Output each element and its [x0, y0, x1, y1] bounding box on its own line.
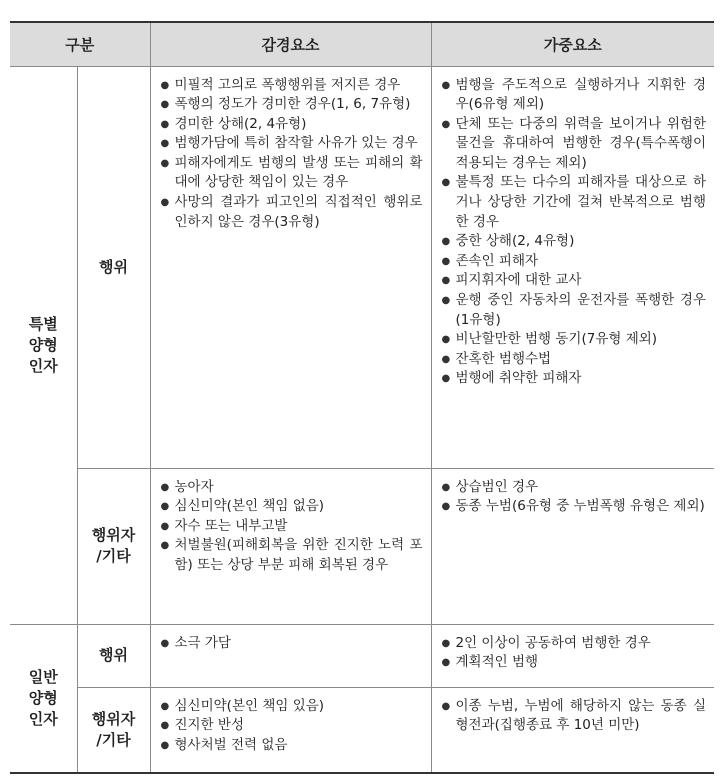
general-factor-label [10, 624, 77, 773]
bullet-item: ● 불특정 또는 다수의 피해자를 대상으로 하거나 상당한 기간에 걸쳐 반복적으로 범행한 경우 [442, 173, 707, 232]
special-actor-label-line: 행위자 [91, 526, 136, 544]
header-mitigating: 감경요소 [150, 22, 431, 66]
aggravating-list [442, 697, 707, 736]
bullet-item: ● 중한 상해(2, 4유형) [442, 232, 707, 252]
special-actor-label-line: /기타 [96, 547, 131, 565]
bullet-item: ● 동종 누범(6유형 중 누범폭행 유형은 제외) [442, 497, 707, 517]
bullet-item: ● 범행에 취약한 피해자 [442, 369, 707, 389]
bullet-item: ● 계획적인 범행 [442, 653, 707, 673]
special-act-mitigating [150, 66, 431, 468]
bullet-item: ● 존속인 피해자 [442, 252, 707, 272]
special-act-aggravating [431, 66, 714, 468]
special-act-label: 행위 [77, 66, 150, 468]
special-label-line: 인자 [28, 356, 58, 375]
header-aggravating: 가중요소 [431, 22, 714, 66]
special-label-line: 특별 [28, 314, 58, 333]
bullet-item: ● 잔혹한 범행수법 [442, 350, 707, 370]
mitigating-list [161, 697, 423, 756]
mitigating-list [161, 76, 423, 233]
general-act-label: 행위 [77, 624, 150, 687]
mitigating-list [161, 634, 423, 654]
bullet-item: ● 폭행의 정도가 경미한 경우(1, 6, 7유형) [161, 95, 423, 115]
bullet-item: ● 이종 누범, 누범에 해당하지 않는 동종 실형전과(집행종료 후 10년 미만) [442, 697, 707, 736]
bullet-item: ● 경미한 상해(2, 4유형) [161, 115, 423, 135]
special-actor-aggravating [431, 468, 714, 624]
general-label-line: 일반 [28, 667, 58, 686]
bullet-item: ● 피지휘자에 대한 교사 [442, 271, 707, 291]
bullet-item: ● 처벌불원(피해회복을 위한 진지한 노력 포함) 또는 상당 부분 피해 회복된 경우 [161, 536, 423, 575]
sentencing-factors-table [10, 21, 714, 774]
general-label-line: 양형 [28, 688, 58, 707]
bullet-item: ● 사망의 결과가 피고인의 직접적인 행위로 인하지 않은 경우(3유형) [161, 193, 423, 232]
header-row [10, 22, 714, 66]
special-actor-mitigating [150, 468, 431, 624]
general-act-aggravating [431, 624, 714, 687]
bullet-item: ● 형사처벌 전력 없음 [161, 736, 423, 756]
special-label-line: 양형 [28, 335, 58, 354]
bullet-item: ● 농아자 [161, 478, 423, 498]
mitigating-list [161, 478, 423, 576]
special-factor-label [10, 66, 77, 624]
aggravating-list [442, 478, 707, 517]
special-actor-label [77, 468, 150, 624]
bullet-item: ● 미필적 고의로 폭행행위를 저지른 경우 [161, 76, 423, 96]
special-act-row [10, 66, 714, 468]
bullet-item: ● 피해자에게도 범행의 발생 또는 피해의 확대에 상당한 책임이 있는 경우 [161, 154, 423, 193]
bullet-item: ● 운행 중인 자동차의 운전자를 폭행한 경우(1유형) [442, 291, 707, 330]
bullet-item: ● 상습범인 경우 [442, 478, 707, 498]
general-actor-label [77, 687, 150, 773]
general-label-line: 인자 [28, 709, 58, 728]
general-actor-aggravating [431, 687, 714, 773]
general-actor-label-line: /기타 [96, 730, 131, 749]
general-act-row [10, 624, 714, 687]
general-actor-mitigating [150, 687, 431, 773]
header-category: 구분 [10, 22, 150, 66]
bullet-item: ● 소극 가담 [161, 634, 423, 654]
bullet-item: ● 2인 이상이 공동하여 범행한 경우 [442, 634, 707, 654]
bullet-item: ● 비난할만한 범행 동기(7유형 제외) [442, 330, 707, 350]
general-actor-row [10, 687, 714, 773]
bullet-item: ● 범행을 주도적으로 실행하거나 지휘한 경우(6유형 제외) [442, 76, 707, 115]
general-act-mitigating [150, 624, 431, 687]
bullet-item: ● 자수 또는 내부고발 [161, 517, 423, 537]
bullet-item: ● 진지한 반성 [161, 716, 423, 736]
general-actor-label-line: 행위자 [91, 709, 136, 728]
aggravating-list [442, 76, 707, 390]
bullet-item: ● 심신미약(본인 책임 있음) [161, 697, 423, 717]
bullet-item: ● 범행가담에 특히 참작할 사유가 있는 경우 [161, 134, 423, 154]
bullet-item: ● 심신미약(본인 책임 없음) [161, 497, 423, 517]
aggravating-list [442, 634, 707, 673]
special-actor-row [10, 468, 714, 624]
bullet-item: ● 단체 또는 다중의 위력을 보이거나 위험한 물건을 휴대하여 범행한 경우(특수폭행이 적용되는 경우는 제외) [442, 115, 707, 174]
